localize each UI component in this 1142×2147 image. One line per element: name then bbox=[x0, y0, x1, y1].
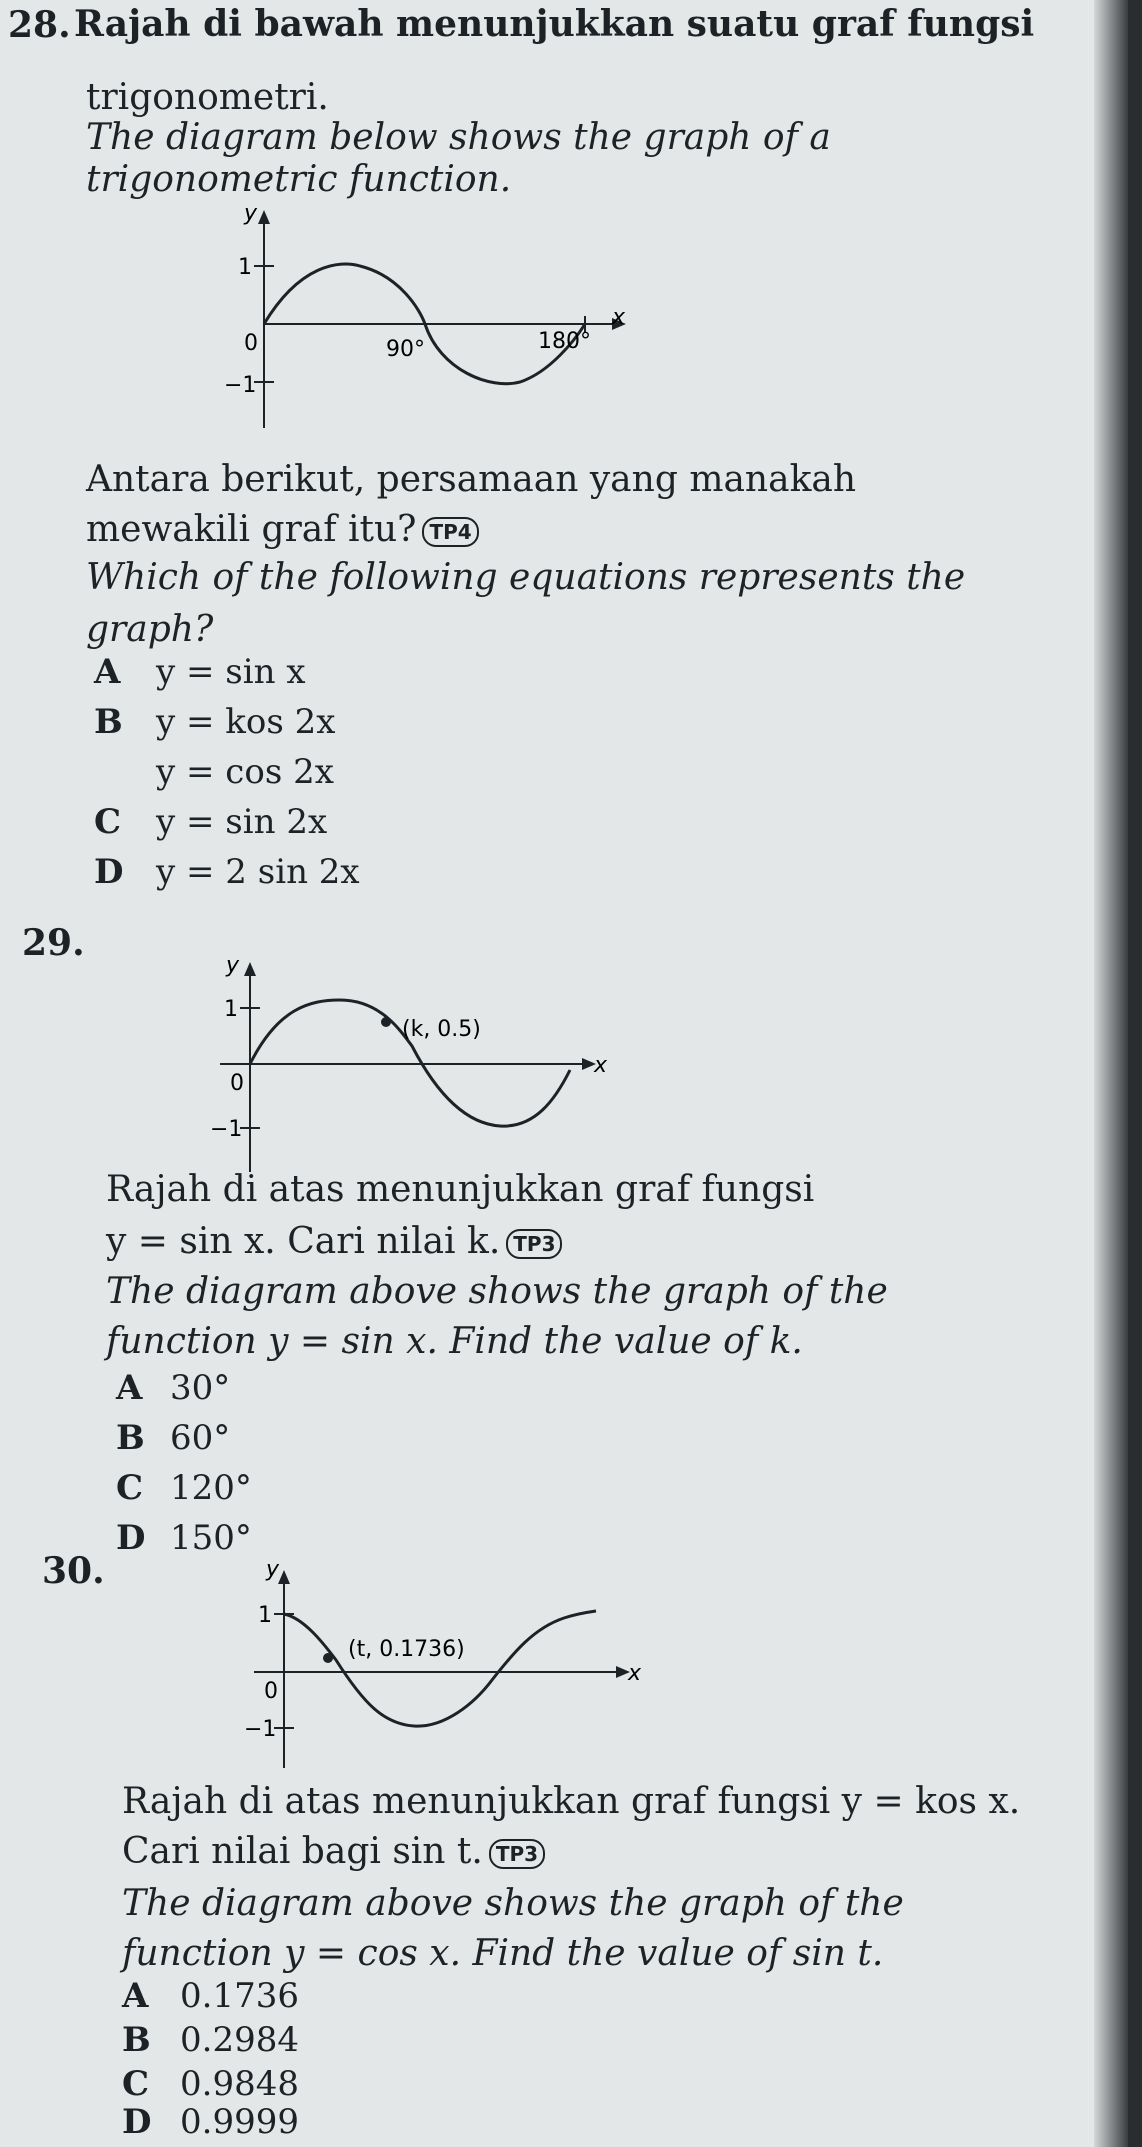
q30-tick-neg1: −1 bbox=[244, 1717, 277, 1742]
q29-y-label: y bbox=[226, 953, 240, 978]
q28-x-label: x bbox=[612, 305, 626, 330]
q28-tick-neg1: −1 bbox=[224, 373, 257, 398]
q30-option-a-text[interactable]: 0.1736 bbox=[180, 1976, 299, 2016]
q30-graph bbox=[224, 1556, 644, 1776]
q28-text-en-line1: The diagram below shows the graph of a bbox=[86, 117, 831, 158]
q30-text-ms-line2: Cari nilai bagi sin t. TP3 bbox=[122, 1830, 545, 1874]
q30-option-c-letter[interactable]: C bbox=[122, 2064, 150, 2104]
q28-y-arrow bbox=[258, 210, 270, 224]
q28-question-en-line2: graph? bbox=[86, 609, 214, 650]
q30-text-en-line1: The diagram above shows the graph of the bbox=[122, 1883, 904, 1924]
q29-option-a-text[interactable]: 30° bbox=[170, 1368, 231, 1408]
q29-option-c-text[interactable]: 120° bbox=[170, 1468, 252, 1508]
q29-option-c-letter[interactable]: C bbox=[116, 1468, 144, 1508]
q28-tick-90: 90° bbox=[386, 337, 425, 362]
q29-x-label: x bbox=[594, 1053, 608, 1078]
q29-tick-0: 0 bbox=[230, 1071, 244, 1096]
q30-option-c-text[interactable]: 0.9848 bbox=[180, 2064, 299, 2104]
q29-option-d-text[interactable]: 150° bbox=[170, 1518, 252, 1558]
q29-text-en-line2: function y = sin x. Find the value of k. bbox=[106, 1321, 803, 1362]
q28-option-c-letter[interactable]: C bbox=[94, 802, 122, 842]
q28-tick-0: 0 bbox=[244, 331, 258, 356]
q30-x-label: x bbox=[628, 1661, 642, 1686]
q28-option-a-letter[interactable]: A bbox=[94, 652, 121, 692]
question-29-number: 29. bbox=[22, 922, 85, 964]
q29-option-b-letter[interactable]: B bbox=[116, 1418, 145, 1458]
q29-option-d-letter[interactable]: D bbox=[116, 1518, 146, 1558]
q30-y-label: y bbox=[266, 1557, 280, 1582]
q28-graph bbox=[200, 200, 640, 440]
q30-tp-badge: TP3 bbox=[489, 1839, 545, 1869]
q29-option-a-letter[interactable]: A bbox=[116, 1368, 143, 1408]
q28-option-b-letter[interactable]: B bbox=[94, 702, 123, 742]
q28-question-en-line1: Which of the following equations represents the bbox=[86, 557, 966, 598]
q28-tick-180: 180° bbox=[538, 329, 591, 354]
q29-text-ms-line2: y = sin x. Cari nilai k. TP3 bbox=[106, 1220, 562, 1264]
q29-text-ms-line1: Rajah di atas menunjukkan graf fungsi bbox=[106, 1169, 815, 1210]
q30-option-b-text[interactable]: 0.2984 bbox=[180, 2020, 299, 2060]
q28-question-ms-line1: Antara berikut, persamaan yang manakah bbox=[86, 459, 857, 500]
q29-text-en-line1: The diagram above shows the graph of the bbox=[106, 1271, 888, 1312]
q29-tp-badge: TP3 bbox=[506, 1229, 562, 1259]
q30-option-b-letter[interactable]: B bbox=[122, 2020, 151, 2060]
q28-tick-1: 1 bbox=[238, 255, 252, 280]
q30-text-en-line2: function y = cos x. Find the value of sin t. bbox=[122, 1933, 884, 1974]
q29-graph bbox=[190, 950, 610, 1180]
q28-option-c-text[interactable]: y = sin 2x bbox=[156, 802, 328, 842]
question-30-number: 30. bbox=[42, 1550, 105, 1592]
q28-text-ms-line2: trigonometri. bbox=[86, 77, 329, 118]
q28-tp-badge: TP4 bbox=[422, 517, 478, 547]
q29-point-label: (k, 0.5) bbox=[402, 1017, 481, 1042]
q30-tick-0: 0 bbox=[264, 1679, 278, 1704]
q30-tick-1: 1 bbox=[258, 1603, 272, 1628]
q28-option-b-alt-text[interactable]: y = cos 2x bbox=[156, 752, 334, 792]
q30-option-d-letter[interactable]: D bbox=[122, 2102, 152, 2142]
q29-option-b-text[interactable]: 60° bbox=[170, 1418, 231, 1458]
q28-question-ms-line2: mewakili graf itu? TP4 bbox=[86, 508, 479, 552]
q28-option-b-text[interactable]: y = kos 2x bbox=[156, 702, 336, 742]
q28-y-label: y bbox=[244, 201, 258, 226]
q30-point-label: (t, 0.1736) bbox=[348, 1637, 465, 1662]
q28-text-ms-line1: Rajah di bawah menunjukkan suatu graf fungsi bbox=[74, 3, 1035, 45]
q29-tick-neg1: −1 bbox=[210, 1117, 243, 1142]
q30-text-ms-line1: Rajah di atas menunjukkan graf fungsi y = kos x. bbox=[122, 1781, 1021, 1822]
q28-option-d-letter[interactable]: D bbox=[94, 852, 124, 892]
q29-tick-1: 1 bbox=[224, 997, 238, 1022]
q29-point bbox=[381, 1017, 391, 1027]
q30-point bbox=[323, 1653, 333, 1663]
q30-option-a-letter[interactable]: A bbox=[122, 1976, 149, 2016]
q28-option-d-text[interactable]: y = 2 sin 2x bbox=[156, 852, 360, 892]
q30-curve bbox=[284, 1611, 596, 1726]
question-28-number: 28. bbox=[8, 4, 71, 46]
q30-option-d-text[interactable]: 0.9999 bbox=[180, 2102, 299, 2142]
q28-option-a-text[interactable]: y = sin x bbox=[156, 652, 306, 692]
q28-text-en-line2: trigonometric function. bbox=[86, 159, 512, 200]
